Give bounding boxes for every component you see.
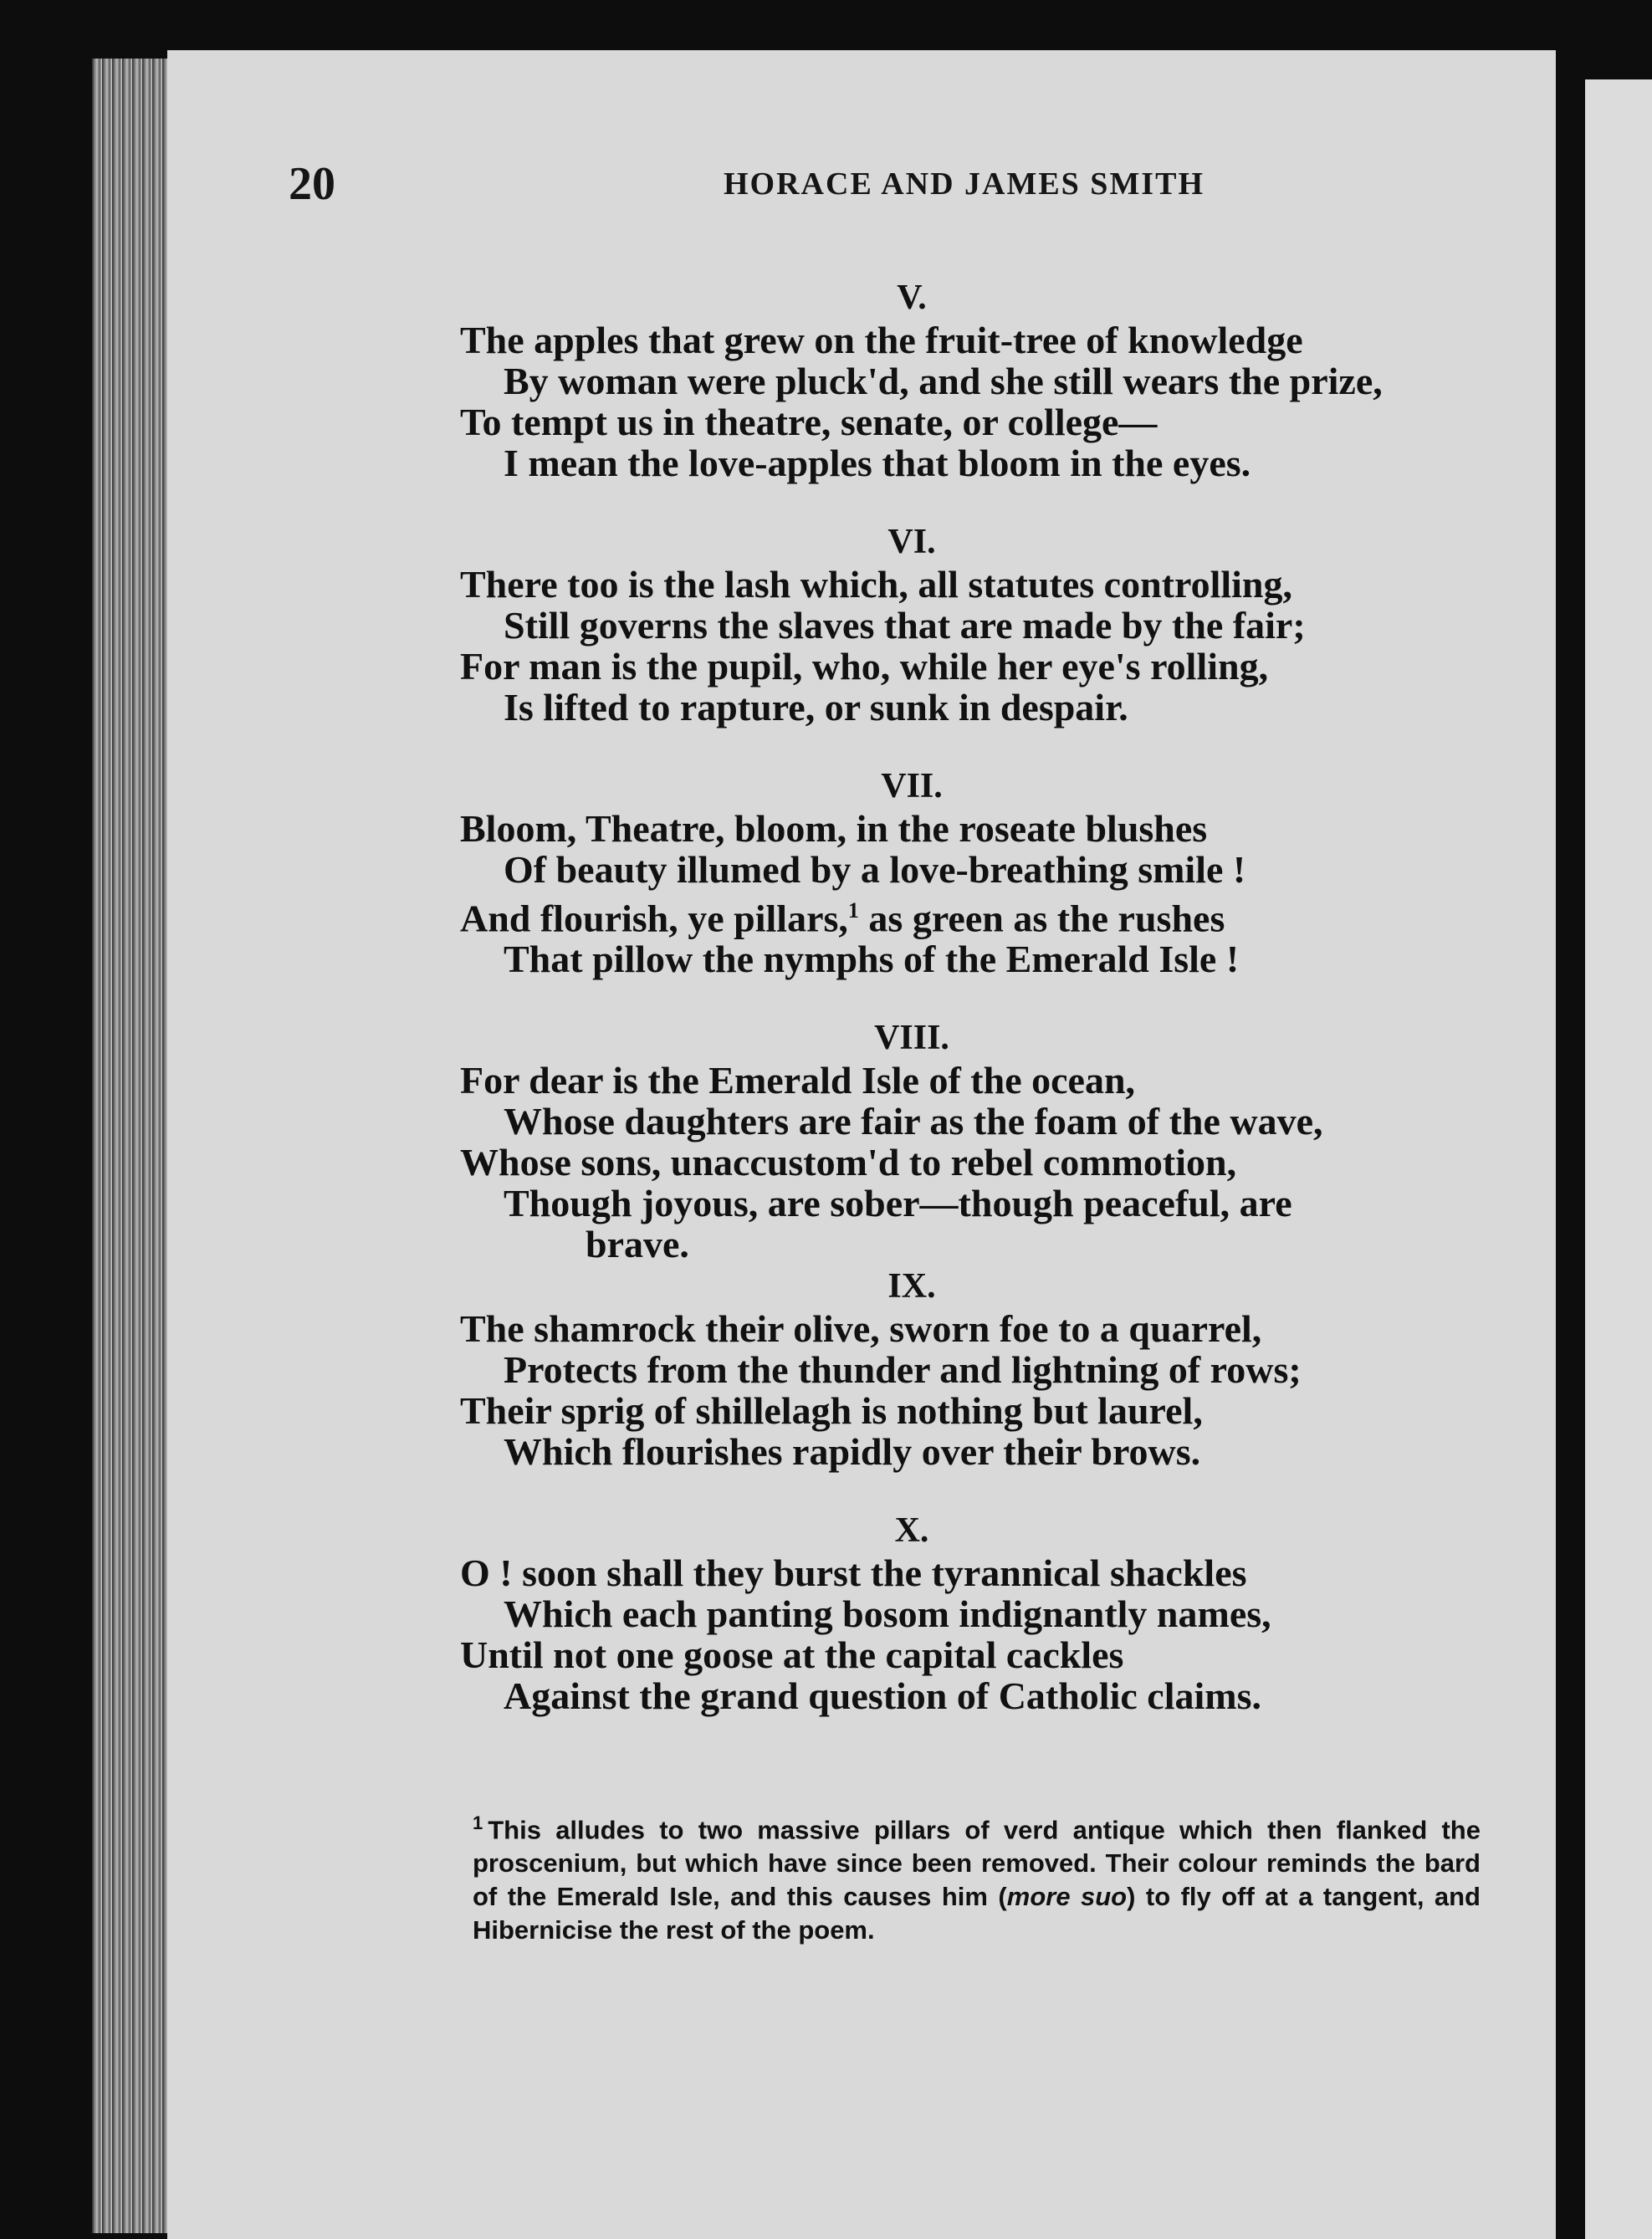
verse-line: To tempt us in theatre, senate, or college—: [460, 401, 1158, 443]
verse-line: Though joyous, are sober—though peaceful, are: [504, 1182, 1292, 1225]
verse-line-part: And flourish, ye pillars,: [460, 897, 848, 940]
verse-line: brave.: [586, 1223, 689, 1266]
stanza-vii: [460, 764, 1506, 979]
poem-body: [460, 276, 1506, 1753]
stanza-number: VI.: [887, 523, 936, 561]
verse-line: That pillow the nymphs of the Emerald Isle !: [504, 938, 1240, 981]
verse-line-part: as green as the rushes: [868, 897, 1225, 940]
verse-line: There too is the lash which, all statutes controlling,: [460, 563, 1292, 606]
footnote-ref: 1: [847, 898, 859, 923]
footnote-italic: more suo: [1006, 1882, 1128, 1912]
stanza-ix: [460, 1265, 1506, 1472]
stanza-viii: [460, 1016, 1506, 1265]
stanza-number: VIII.: [874, 1019, 949, 1058]
stanza-x: [460, 1509, 1506, 1716]
stanza-number: V.: [897, 279, 927, 317]
verse-line: For dear is the Emerald Isle of the ocean,: [460, 1059, 1136, 1102]
verse-line: I mean the love-apples that bloom in the eyes.: [504, 442, 1251, 484]
footnote: [473, 1807, 1481, 1947]
verse-line: Which each panting bosom indignantly names,: [504, 1592, 1271, 1636]
verse-line: Against the grand question of Catholic claims.: [504, 1674, 1261, 1718]
verse-line: Whose sons, unaccustom'd to rebel commotion,: [460, 1141, 1237, 1184]
verse-line: Of beauty illumed by a love-breathing smile !: [504, 848, 1246, 891]
verse-line: Whose daughters are fair as the foam of the wave,: [504, 1100, 1323, 1143]
footnote-text: This alludes to two massive pillars of verd antique which then flanked the proscenium, but which have since been removed. Their colour reminds the bard of the Emerald Isle, and this causes him (: [473, 1815, 1481, 1912]
stanza-number: VII.: [881, 767, 943, 805]
verse-line: Which flourishes rapidly over their brows.: [504, 1430, 1201, 1474]
verse-line: Their sprig of shillelagh is nothing but laurel,: [460, 1389, 1203, 1433]
verse-line: The shamrock their olive, sworn foe to a quarrel,: [460, 1307, 1262, 1351]
stanza-vi: [460, 520, 1506, 728]
footnote-text-end: ) to fly off at a tangent, and Hibernicise the rest of the poem.: [473, 1882, 1481, 1945]
stanza-v: [460, 276, 1506, 483]
verse-line: Until not one goose at the capital cackles: [460, 1633, 1124, 1677]
running-head: HORACE AND JAMES SMITH: [724, 166, 1204, 202]
footnote-mark: 1: [473, 1812, 483, 1833]
verse-line: By woman were pluck'd, and she still wears the prize,: [504, 360, 1383, 402]
stanza-number: IX.: [887, 1267, 936, 1306]
verse-line: The apples that grew on the fruit-tree of knowledge: [460, 319, 1303, 361]
verse-line: Protects from the thunder and lightning of rows;: [504, 1348, 1302, 1392]
verse-line: Bloom, Theatre, bloom, in the roseate blushes: [460, 807, 1208, 850]
stanza-number: X.: [894, 1511, 929, 1551]
verse-line: Is lifted to rapture, or sunk in despair.: [504, 686, 1128, 728]
verse-line: [460, 890, 1506, 938]
page-header: [289, 157, 1460, 233]
verse-line: Still governs the slaves that are made by the fair;: [504, 604, 1306, 647]
verse-line: O ! soon shall they burst the tyrannical shackles: [460, 1551, 1247, 1595]
page-number: 20: [289, 158, 335, 210]
verse-line: For man is the pupil, who, while her eye's rolling,: [460, 645, 1269, 688]
next-page-edge: [1585, 79, 1652, 2239]
